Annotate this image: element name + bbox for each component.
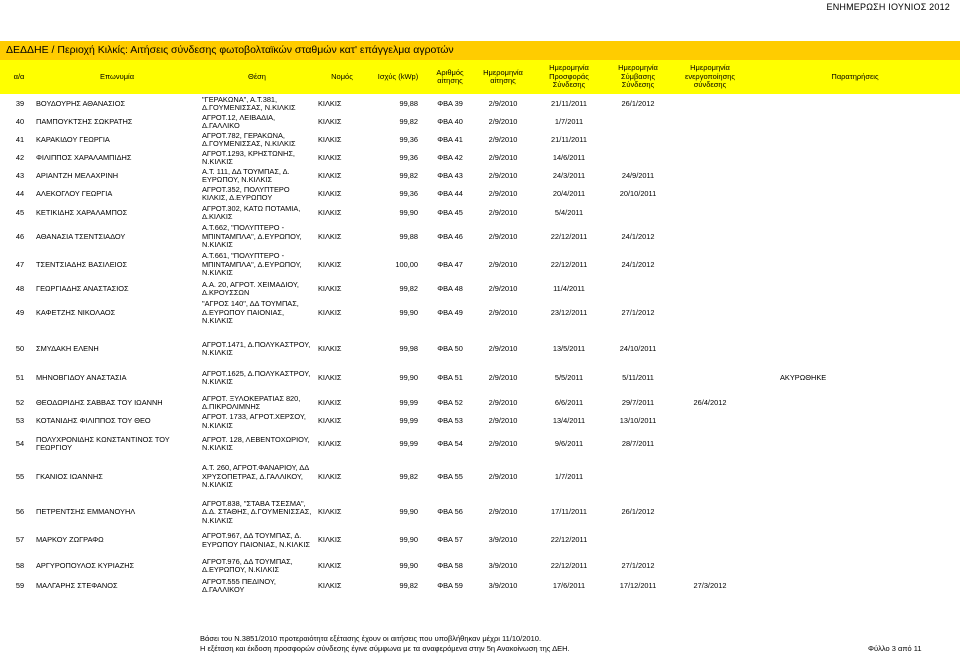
- cell-contract-date: [606, 149, 670, 167]
- cell-name: ΦΙΛΙΠΠΟΣ ΧΑΡΑΛΑΜΠΙΔΗΣ: [36, 152, 132, 162]
- cell-location: Α.Τ. 111, ΔΔ ΤΟΥΜΠΑΣ, Δ. ΕΥΡΩΠΟΥ, Ν.ΚΙΛΚΙΣ: [202, 167, 290, 184]
- cell-location: ΑΓΡΟΤ.782, ΓΕΡΑΚΩΝΑ, Δ.ΓΟΥΜΕΝΙΣΣΑΣ, Ν.ΚΙΛΚΙΣ: [202, 131, 296, 148]
- cell-app-date: 2/9/2010: [488, 231, 518, 241]
- cell-aa: 41: [15, 134, 25, 144]
- cell-location: Α.Τ. 260, ΑΓΡΟΤ.ΦΑΝΑΡΙΟΥ, ΔΔ ΧΡΥΣΟΠΕΤΡΑΣ, Δ.ΓΑΛΛΙΚΟΥ, Ν.ΚΙΛΚΙΣ: [202, 463, 309, 490]
- cell-power: 99,82: [399, 116, 418, 126]
- cell-aa: 42: [15, 152, 25, 162]
- cell-offer-date: 5/5/2011: [554, 372, 584, 382]
- cell-prefecture: ΚΙΛΚΙΣ: [318, 207, 342, 217]
- cell-activation-date: [672, 458, 748, 496]
- cell-activation-date: [672, 251, 748, 279]
- cell-power: 99,90: [399, 372, 418, 382]
- cell-prefecture: ΚΙΛΚΙΣ: [318, 170, 342, 180]
- cell-notes: [780, 393, 900, 413]
- cell-prefecture: ΚΙΛΚΙΣ: [318, 231, 342, 241]
- table-row: [0, 113, 960, 131]
- cell-app-number: ΦΒΑ 42: [437, 152, 463, 162]
- cell-contract-date: 5/11/2011: [622, 372, 654, 382]
- cell-power: 99,90: [399, 207, 418, 217]
- cell-offer-date: 13/5/2011: [552, 343, 586, 353]
- cell-activation-date: [672, 279, 748, 299]
- cell-aa: 56: [15, 507, 25, 517]
- cell-notes: [780, 497, 900, 528]
- cell-activation-date: [672, 299, 748, 327]
- cell-contract-date: 24/10/2011: [619, 343, 657, 353]
- cell-contract-date: 24/1/2012: [621, 231, 655, 241]
- cell-prefecture: ΚΙΛΚΙΣ: [318, 98, 342, 108]
- cell-app-date: 3/9/2010: [488, 535, 518, 545]
- table-row: [0, 528, 960, 553]
- cell-prefecture: ΚΙΛΚΙΣ: [318, 535, 342, 545]
- table-row: [0, 185, 960, 203]
- cell-location: ΑΓΡΟΤ.12, ΛΕΙΒΑΔΙΑ, Δ.ΓΑΛΛΙΚΟ: [202, 113, 276, 130]
- header-app-number: Αριθμός αίτησης: [436, 67, 464, 85]
- cell-offer-date: 11/4/2011: [553, 283, 585, 293]
- cell-app-number: ΦΒΑ 54: [437, 438, 463, 448]
- cell-offer-date: 17/6/2011: [552, 580, 586, 590]
- cell-notes: [780, 131, 900, 149]
- cell-offer-date: 20/4/2011: [552, 188, 586, 198]
- cell-contract-date: 27/1/2012: [621, 560, 655, 570]
- cell-app-date: 2/9/2010: [488, 170, 518, 180]
- header-location: Θέση: [248, 71, 266, 81]
- cell-name: ΑΡΙΑΝΤΖΗ ΜΕΛΑΧΡΙΝΗ: [36, 170, 119, 180]
- cell-activation-date: [672, 131, 748, 149]
- cell-offer-date: 21/11/2011: [551, 98, 587, 108]
- cell-name: ΠΟΛΥΧΡΟΝΙΔΗΣ ΚΩΝΣΤΑΝΤΙΝΟΣ ΤΟΥ ΓΕΩΡΓΙΟΥ: [36, 434, 170, 452]
- cell-power: 99,82: [399, 283, 418, 293]
- cell-aa: 52: [15, 397, 25, 407]
- cell-app-number: ΦΒΑ 44: [437, 188, 463, 198]
- cell-aa: 51: [15, 372, 25, 382]
- cell-offer-date: 14/6/2011: [552, 152, 586, 162]
- cell-prefecture: ΚΙΛΚΙΣ: [318, 507, 342, 517]
- cell-activation-date: [672, 203, 748, 223]
- cell-location: ΑΓΡΟΤ.976, ΔΔ ΤΟΥΜΠΑΣ, Δ.ΕΥΡΩΠΟΥ, Ν.ΚΙΛΚΙΣ: [202, 556, 293, 574]
- cell-offer-date: 1/7/2011: [554, 116, 584, 126]
- cell-aa: 46: [15, 231, 25, 241]
- cell-aa: 54: [15, 438, 25, 448]
- cell-name: ΚΟΤΑΝΙΔΗΣ ΦΙΛΙΠΠΟΣ ΤΟΥ ΘΕΟ: [36, 416, 151, 426]
- cell-activation-date: [672, 413, 748, 430]
- cell-app-date: 2/9/2010: [488, 372, 518, 382]
- cell-contract-date: 27/1/2012: [621, 307, 655, 317]
- cell-location: ΑΓΡΟΤ.555 ΠΕΔΙΝΟΥ, Δ.ΓΑΛΛΙΚΟΥ: [202, 577, 276, 594]
- cell-notes: [780, 458, 900, 496]
- cell-prefecture: ΚΙΛΚΙΣ: [318, 152, 342, 162]
- cell-activation-date: [672, 553, 748, 579]
- cell-activation-date: [672, 149, 748, 167]
- cell-offer-date: 13/4/2011: [552, 416, 586, 426]
- table-row: [0, 430, 960, 458]
- cell-app-number: ΦΒΑ 56: [437, 507, 463, 517]
- table-row: [0, 95, 960, 113]
- cell-aa: 48: [15, 283, 25, 293]
- cell-activation-date: [672, 185, 748, 203]
- cell-aa: 50: [15, 343, 25, 353]
- cell-app-date: 2/9/2010: [488, 416, 518, 426]
- cell-prefecture: ΚΙΛΚΙΣ: [318, 259, 342, 269]
- cell-offer-date: 9/6/2011: [554, 438, 584, 448]
- cell-location: ΑΓΡΟΤ. 1733, ΑΓΡΟΤ.ΧΕΡΣΟΥ, Ν.ΚΙΛΚΙΣ: [202, 413, 306, 430]
- table-row: [0, 299, 960, 327]
- table-row: [0, 203, 960, 223]
- cell-name: ΚΑΡΑΚΙΔΟΥ ΓΕΩΡΓΙΑ: [36, 134, 110, 144]
- footer: [0, 632, 960, 654]
- cell-contract-date: 13/10/2011: [619, 416, 657, 426]
- cell-app-number: ΦΒΑ 43: [437, 170, 463, 180]
- cell-prefecture: ΚΙΛΚΙΣ: [318, 307, 342, 317]
- cell-notes: [780, 413, 900, 430]
- cell-power: 99,82: [399, 580, 418, 590]
- table-row: [0, 223, 960, 251]
- table-row: [0, 553, 960, 579]
- cell-offer-date: 5/4/2011: [554, 207, 584, 217]
- cell-notes: [780, 167, 900, 185]
- cell-contract-date: 26/1/2012: [621, 507, 655, 517]
- cell-power: 100,00: [395, 259, 418, 269]
- cell-prefecture: ΚΙΛΚΙΣ: [318, 372, 342, 382]
- cell-name: ΘΕΟΔΩΡΙΔΗΣ ΣΑΒΒΑΣ ΤΟΥ ΙΩΑΝΝΗ: [36, 397, 163, 407]
- cell-activation-date: [672, 113, 748, 131]
- cell-app-number: ΦΒΑ 47: [437, 259, 463, 269]
- cell-contract-date: [606, 279, 670, 299]
- cell-aa: 39: [15, 98, 25, 108]
- cell-app-date: 2/9/2010: [488, 98, 518, 108]
- cell-app-number: ΦΒΑ 45: [437, 207, 463, 217]
- cell-contract-date: 24/1/2012: [621, 259, 655, 269]
- cell-offer-date: 21/11/2011: [551, 134, 587, 144]
- header-offer-date: Ημερομηνία Προσφοράς Σύνδεσης: [549, 63, 589, 90]
- cell-activation-date: [672, 335, 748, 363]
- cell-location: Α.Τ.662, "ΠΟΛΥΠΤΕΡΟ - ΜΠΙΝΤΑΜΠΛΑ", Δ.ΕΥΡΩΠΟΥ, Ν.ΚΙΛΚΙΣ: [202, 223, 302, 250]
- cell-aa: 47: [15, 259, 25, 269]
- cell-app-number: ΦΒΑ 57: [437, 535, 463, 545]
- cell-power: 99,90: [399, 560, 418, 570]
- cell-app-number: ΦΒΑ 55: [437, 471, 463, 481]
- footer-note-1: Βάσει του Ν.3851/2010 προτεραιότητα εξέτασης έχουν οι αιτήσεις που υποβλήθηκαν μέχρι 11/10/2010.: [200, 634, 542, 643]
- header-app-date: Ημερομηνία αίτησης: [483, 67, 523, 85]
- cell-location: ΑΓΡΟΤ.302, ΚΑΤΩ ΠΟΤΑΜΙΑ, Δ.ΚΙΛΚΙΣ: [202, 203, 301, 221]
- cell-name: ΚΑΦΕΤΖΗΣ ΝΙΚΟΛΑΟΣ: [36, 307, 116, 317]
- cell-app-number: ΦΒΑ 39: [437, 98, 463, 108]
- cell-offer-date: 22/12/2011: [550, 259, 588, 269]
- cell-app-number: ΦΒΑ 58: [437, 560, 463, 570]
- cell-notes: [780, 528, 900, 553]
- cell-notes: [780, 430, 900, 458]
- cell-notes: ΑΚΥΡΩΘΗΚΕ: [780, 372, 827, 382]
- cell-app-number: ΦΒΑ 59: [437, 580, 463, 590]
- cell-app-number: ΦΒΑ 52: [437, 397, 463, 407]
- cell-location: ΑΓΡΟΤ.352, ΠΟΛΥΠΤΕΡΟ ΚΙΛΚΙΣ, Δ.ΕΥΡΩΠΟΥ: [202, 185, 290, 202]
- cell-power: 99,90: [399, 535, 418, 545]
- cell-prefecture: ΚΙΛΚΙΣ: [318, 580, 342, 590]
- cell-name: ΑΘΑΝΑΣΙΑ ΤΣΕΝΤΣΙΑΔΟΥ: [36, 231, 126, 241]
- table-header: [0, 60, 960, 94]
- cell-power: 99,36: [399, 152, 418, 162]
- table-row: [0, 458, 960, 496]
- cell-prefecture: ΚΙΛΚΙΣ: [318, 471, 342, 481]
- cell-prefecture: ΚΙΛΚΙΣ: [318, 560, 342, 570]
- cell-app-number: ΦΒΑ 41: [437, 134, 463, 144]
- cell-contract-date: [606, 113, 670, 131]
- cell-name: ΜΑΛΓΑΡΗΣ ΣΤΕΦΑΝΟΣ: [36, 580, 118, 590]
- header-name: Επωνυμία: [99, 71, 135, 81]
- cell-prefecture: ΚΙΛΚΙΣ: [318, 438, 342, 448]
- header-prefecture: Νομός: [331, 71, 353, 81]
- cell-contract-date: 28/7/2011: [621, 438, 655, 448]
- cell-power: 99,99: [399, 397, 418, 407]
- cell-aa: 40: [15, 116, 25, 126]
- cell-notes: [780, 299, 900, 327]
- cell-name: ΒΟΥΔΟΥΡΗΣ ΑΘΑΝΑΣΙΟΣ: [36, 98, 126, 108]
- cell-offer-date: 24/3/2011: [552, 170, 586, 180]
- cell-prefecture: ΚΙΛΚΙΣ: [318, 283, 342, 293]
- cell-app-number: ΦΒΑ 40: [437, 116, 463, 126]
- cell-activation-date: [672, 430, 748, 458]
- cell-app-date: 2/9/2010: [488, 343, 518, 353]
- cell-aa: 43: [15, 170, 25, 180]
- cell-app-date: 2/9/2010: [488, 438, 518, 448]
- cell-name: ΚΕΤΙΚΙΔΗΣ ΧΑΡΑΛΑΜΠΟΣ: [36, 207, 128, 217]
- cell-name: ΠΕΤΡΕΝΤΣΗΣ ΕΜΜΑΝΟΥΗΛ: [36, 507, 136, 517]
- header-power: Ισχύς (kWp): [377, 71, 419, 81]
- cell-power: 99,99: [399, 416, 418, 426]
- cell-power: 99,82: [399, 170, 418, 180]
- cell-name: ΜΗΝΟΒΓΙΔΟΥ ΑΝΑΣΤΑΣΙΑ: [36, 372, 127, 382]
- cell-aa: 44: [15, 188, 25, 198]
- cell-contract-date: [606, 203, 670, 223]
- table-row: [0, 497, 960, 528]
- cell-name: ΣΜΥΔΑΚΗ ΕΛΕΝΗ: [36, 343, 99, 353]
- cell-aa: 58: [15, 560, 25, 570]
- table-row: [0, 279, 960, 299]
- cell-app-date: 3/9/2010: [488, 560, 518, 570]
- cell-notes: [780, 251, 900, 279]
- cell-prefecture: ΚΙΛΚΙΣ: [318, 416, 342, 426]
- cell-name: ΠΑΜΠΟΥΚΤΣΗΣ ΣΩΚΡΑΤΗΣ: [36, 116, 133, 126]
- table-row: [0, 131, 960, 149]
- cell-activation-date: [672, 528, 748, 553]
- cell-activation-date: [672, 95, 748, 113]
- cell-power: 99,88: [399, 231, 418, 241]
- cell-location: "ΓΕΡΑΚΩΝΑ", Α.Τ.381, Δ.ΓΟΥΜΕΝΙΣΣΑΣ, Ν.ΚΙΛΚΙΣ: [202, 95, 296, 112]
- cell-notes: [780, 149, 900, 167]
- cell-offer-date: 1/7/2011: [554, 471, 584, 481]
- table-row: [0, 393, 960, 413]
- cell-notes: [780, 335, 900, 363]
- cell-aa: 59: [15, 580, 25, 590]
- cell-name: ΑΡΓΥΡΟΠΟΥΛΟΣ ΚΥΡΙΑΖΗΣ: [36, 560, 135, 570]
- header-notes: Παρατηρήσεις: [831, 71, 879, 81]
- cell-contract-date: [606, 528, 670, 553]
- cell-contract-date: [606, 458, 670, 496]
- cell-location: ΑΓΡΟΤ.1293, ΚΡΗΣΤΩΝΗΣ, Ν.ΚΙΛΚΙΣ: [202, 149, 295, 166]
- cell-power: 99,82: [399, 471, 418, 481]
- cell-contract-date: 24/9/2011: [621, 170, 655, 180]
- cell-power: 99,88: [399, 98, 418, 108]
- cell-app-date: 2/9/2010: [488, 259, 518, 269]
- cell-aa: 53: [15, 416, 25, 426]
- cell-name: ΓΕΩΡΓΙΑΔΗΣ ΑΝΑΣΤΑΣΙΟΣ: [36, 283, 129, 293]
- cell-aa: 49: [15, 307, 25, 317]
- cell-name: ΑΛΕΚΟΓΛΟΥ ΓΕΩΡΓΙΑ: [36, 188, 113, 198]
- cell-activation-date: 27/3/2012: [693, 580, 727, 590]
- cell-name: ΜΑΡΚΟΥ ΖΩΓΡΑΦΩ: [36, 535, 104, 545]
- cell-app-date: 2/9/2010: [488, 397, 518, 407]
- table-row: [0, 167, 960, 185]
- cell-location: ΑΓΡΟΤ.1625, Δ.ΠΟΛΥΚΑΣΤΡΟΥ, Ν.ΚΙΛΚΙΣ: [202, 368, 311, 386]
- cell-contract-date: 29/7/2011: [621, 397, 655, 407]
- header-aa: α/α: [13, 71, 25, 81]
- cell-notes: [780, 203, 900, 223]
- cell-notes: [780, 279, 900, 299]
- cell-notes: [780, 223, 900, 251]
- cell-prefecture: ΚΙΛΚΙΣ: [318, 397, 342, 407]
- cell-location: ΑΓΡΟΤ.967, ΔΔ ΤΟΥΜΠΑΣ, Δ. ΕΥΡΩΠΟΥ ΠΑΙΟΝΙΑΣ, Ν.ΚΙΛΚΙΣ: [202, 531, 310, 549]
- cell-notes: [780, 577, 900, 595]
- cell-location: "ΑΓΡΟΣ 140", ΔΔ ΤΟΥΜΠΑΣ, Δ.ΕΥΡΩΠΟΥ ΠΑΙΟΝΙΑΣ, Ν.ΚΙΛΚΙΣ: [202, 299, 299, 326]
- cell-notes: [780, 185, 900, 203]
- cell-app-number: ΦΒΑ 53: [437, 416, 463, 426]
- cell-activation-date: [672, 167, 748, 185]
- header-contract-date: Ημερομηνία Σύμβασης Σύνδεσης: [618, 63, 658, 90]
- cell-app-number: ΦΒΑ 50: [437, 343, 463, 353]
- cell-location: ΑΓΡΟΤ.1471, Δ.ΠΟΛΥΚΑΣΤΡΟΥ, Ν.ΚΙΛΚΙΣ: [202, 339, 311, 357]
- cell-offer-date: 23/12/2011: [550, 307, 588, 317]
- cell-app-date: 3/9/2010: [488, 580, 518, 590]
- cell-power: 99,98: [399, 343, 418, 353]
- cell-power: 99,99: [399, 438, 418, 448]
- cell-app-date: 2/9/2010: [488, 471, 518, 481]
- cell-location: Α.Τ.661, "ΠΟΛΥΠΤΕΡΟ - ΜΠΙΝΤΑΜΠΛΑ", Δ.ΕΥΡΩΠΟΥ, Ν.ΚΙΛΚΙΣ: [202, 251, 302, 278]
- cell-aa: 45: [15, 207, 25, 217]
- cell-activation-date: 26/4/2012: [693, 397, 727, 407]
- cell-contract-date: [606, 131, 670, 149]
- table-row: [0, 577, 960, 595]
- cell-app-number: ΦΒΑ 46: [437, 231, 463, 241]
- table-row: [0, 149, 960, 167]
- cell-app-date: 2/9/2010: [488, 152, 518, 162]
- cell-notes: [780, 113, 900, 131]
- cell-contract-date: 17/12/2011: [619, 580, 657, 590]
- cell-app-date: 2/9/2010: [488, 188, 518, 198]
- cell-offer-date: 22/12/2011: [550, 535, 588, 545]
- cell-power: 99,36: [399, 188, 418, 198]
- cell-app-date: 2/9/2010: [488, 283, 518, 293]
- cell-name: ΓΚΑΝΙΟΣ ΙΩΑΝΝΗΣ: [36, 471, 103, 481]
- cell-location: Α.Α. 20, ΑΓΡΟΤ. ΧΕΙΜΑΔΙΟΥ, Δ.ΚΡΟΥΣΣΩΝ: [202, 279, 299, 297]
- cell-app-number: ΦΒΑ 48: [437, 283, 463, 293]
- cell-activation-date: [672, 223, 748, 251]
- cell-offer-date: 22/12/2011: [550, 231, 588, 241]
- top-banner: ΕΝΗΜΕΡΩΣΗ ΙΟΥΝΙΟΣ 2012: [0, 0, 960, 14]
- cell-prefecture: ΚΙΛΚΙΣ: [318, 134, 342, 144]
- cell-location: ΑΓΡΟΤ. ΞΥΛΟΚΕΡΑΤΙΑΣ 820, Δ.ΠΙΚΡΟΛΙΜΝΗΣ: [202, 393, 301, 411]
- cell-name: ΤΣΕΝΤΣΙΑΔΗΣ ΒΑΣΙΛΕΙΟΣ: [36, 259, 128, 269]
- cell-app-date: 2/9/2010: [488, 116, 518, 126]
- page-number: Φύλλο 3 από 11: [868, 644, 922, 653]
- cell-app-date: 2/9/2010: [488, 507, 518, 517]
- header-activation-date: Ημερομηνία ενεργοποίησης σύνδεσης: [684, 63, 735, 90]
- cell-app-date: 2/9/2010: [488, 134, 518, 144]
- cell-location: ΑΓΡΟΤ. 128, ΛΕΒΕΝΤΟΧΩΡΙΟΥ, Ν.ΚΙΛΚΙΣ: [202, 434, 310, 452]
- cell-notes: [780, 95, 900, 113]
- table-row: [0, 335, 960, 363]
- cell-offer-date: 6/6/2011: [554, 397, 584, 407]
- cell-location: ΑΓΡΟΤ.838, "ΣΤΑΒΑ ΤΣΕΣΜΑ", Δ.Δ. ΣΤΑΘΗΣ, Δ.ΓΟΥΜΕΝΙΣΣΑΣ, Ν.ΚΙΛΚΙΣ: [202, 498, 312, 525]
- cell-prefecture: ΚΙΛΚΙΣ: [318, 343, 342, 353]
- cell-app-date: 2/9/2010: [488, 307, 518, 317]
- cell-notes: [780, 553, 900, 579]
- table-row: [0, 413, 960, 430]
- cell-power: 99,36: [399, 134, 418, 144]
- cell-activation-date: [672, 497, 748, 528]
- cell-power: 99,90: [399, 507, 418, 517]
- cell-activation-date: [672, 363, 748, 393]
- cell-app-date: 2/9/2010: [488, 207, 518, 217]
- cell-offer-date: 22/12/2011: [550, 560, 588, 570]
- cell-offer-date: 17/11/2011: [551, 507, 587, 517]
- footer-note-2: Η εξέταση και έκδοση προσφορών σύνδεσης έγινε σύμφωνα με τα αναφερόμενα στην 5η Ανακοίνωση της ΔΕΗ.: [200, 644, 570, 653]
- cell-contract-date: 26/1/2012: [621, 98, 655, 108]
- page-title: ΔΕΔΔΗΕ / Περιοχή Κιλκίς: Αιτήσεις σύνδεσης φωτοβολταϊκών σταθμών κατ' επάγγελμα αγροτών: [0, 41, 960, 60]
- cell-aa: 55: [15, 471, 25, 481]
- cell-prefecture: ΚΙΛΚΙΣ: [318, 116, 342, 126]
- table-row: [0, 251, 960, 279]
- cell-prefecture: ΚΙΛΚΙΣ: [318, 188, 342, 198]
- table-row: [0, 363, 960, 393]
- cell-app-number: ΦΒΑ 51: [437, 372, 463, 382]
- cell-contract-date: 20/10/2011: [619, 188, 657, 198]
- cell-aa: 57: [15, 535, 25, 545]
- cell-app-number: ΦΒΑ 49: [437, 307, 463, 317]
- cell-power: 99,90: [399, 307, 418, 317]
